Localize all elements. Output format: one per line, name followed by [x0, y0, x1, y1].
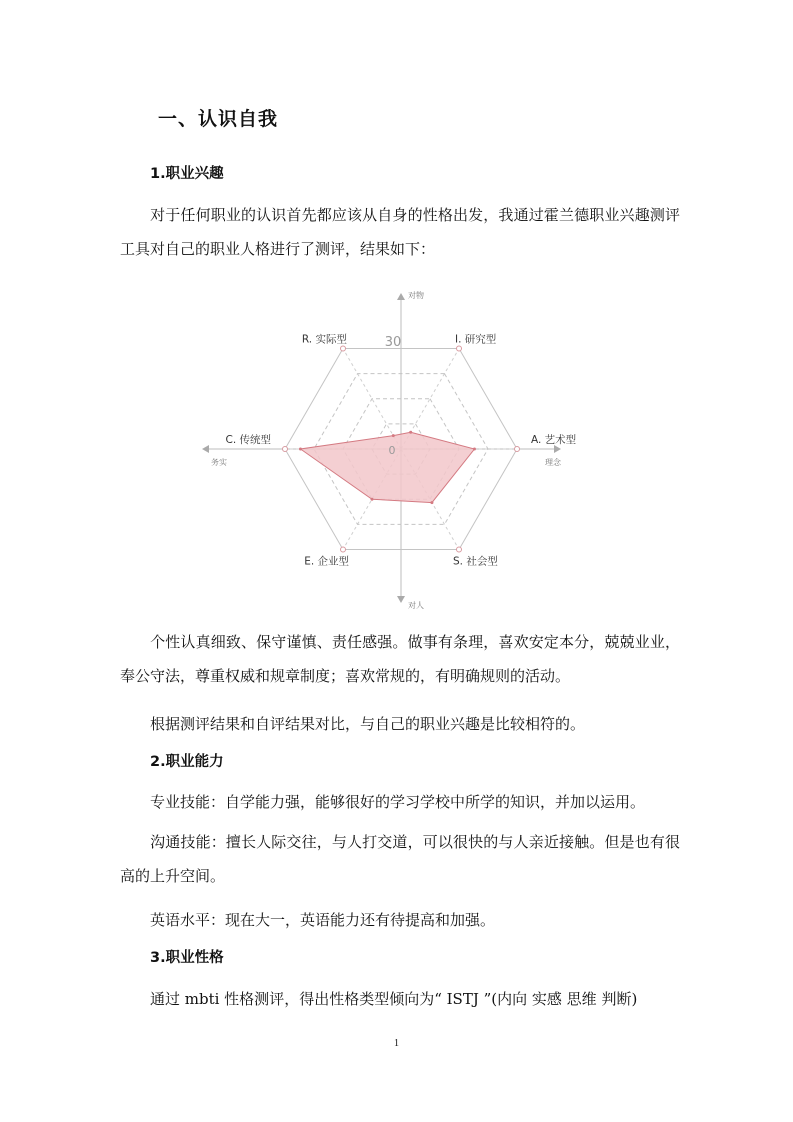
radar-data-point — [299, 448, 302, 451]
direction-label-left: 务实 — [211, 458, 227, 467]
radar-data-point — [409, 431, 412, 434]
subsection-title-ability: 2.职业能力 — [150, 754, 224, 770]
paragraph-personality: 个性认真细致、保守谨慎、责任感强。做事有条理，喜欢安定本分，兢兢业业，奉公守法，尊重权威和规章制度；喜欢常规的，有明确规则的活动。 — [120, 633, 680, 685]
radar-vertex-marker — [341, 346, 346, 351]
direction-label-top: 对物 — [408, 291, 424, 300]
paragraph-intro: 对于任何职业的认识首先都应该从自身的性格出发，我通过霍兰德职业兴趣测评工具对自己的职业人格进行了测评，结果如下： — [120, 206, 680, 258]
radar-axis-label: C. 传统型 — [225, 434, 271, 446]
radar-data-point — [473, 448, 476, 451]
arrow-down-icon — [397, 596, 405, 603]
radar-vertex-marker — [341, 547, 346, 552]
radar-axis-label: S. 社会型 — [453, 555, 498, 568]
paragraph-mbti: 通过 mbti 性格测评，得出性格类型倾向为“ ISTJ ”(内向 实感 思维 判断) — [150, 990, 638, 1008]
radar-data-point — [371, 498, 374, 501]
radar-axis-label: A. 艺术型 — [531, 434, 577, 446]
scale-label-min: 0 — [388, 444, 396, 457]
paragraph-conclusion: 根据测评结果和自评结果对比，与自己的职业兴趣是比较相符的。 — [150, 715, 586, 733]
radar-axis-label: I. 研究型 — [455, 333, 497, 346]
radar-data-area — [300, 432, 474, 502]
holland-radar-chart — [195, 280, 595, 620]
radar-vertex-marker — [283, 447, 288, 452]
direction-label-bottom: 对人 — [408, 601, 424, 610]
paragraph-english-level: 英语水平：现在大一，英语能力还有待提高和加强。 — [150, 911, 496, 929]
arrow-up-icon — [397, 293, 405, 300]
arrow-right-icon — [554, 445, 561, 453]
paragraph-professional-skill: 专业技能：自学能力强，能够很好的学习学校中所学的知识，并加以运用。 — [150, 793, 646, 811]
radar-vertex-marker — [457, 547, 462, 552]
paragraph-communication-skill: 沟通技能：擅长人际交往，与人打交道，可以很快的与人亲近接触。但是也有很高的上升空间。 — [120, 833, 680, 885]
scale-label-max: 30 — [384, 335, 402, 350]
arrow-left-icon — [202, 445, 209, 453]
radar-data-point — [430, 501, 433, 504]
direction-label-right: 理念 — [545, 458, 561, 467]
page-number: 1 — [394, 1038, 399, 1049]
radar-vertex-marker — [457, 346, 462, 351]
radar-vertex-marker — [515, 447, 520, 452]
section-title: 一、认识自我 — [158, 108, 279, 130]
radar-axis-label: E. 企业型 — [304, 555, 349, 568]
radar-data-point — [392, 434, 395, 437]
radar-axis-label: R. 实际型 — [301, 333, 347, 346]
subsection-title-interest: 1.职业兴趣 — [150, 166, 224, 182]
subsection-title-personality: 3.职业性格 — [150, 950, 224, 966]
